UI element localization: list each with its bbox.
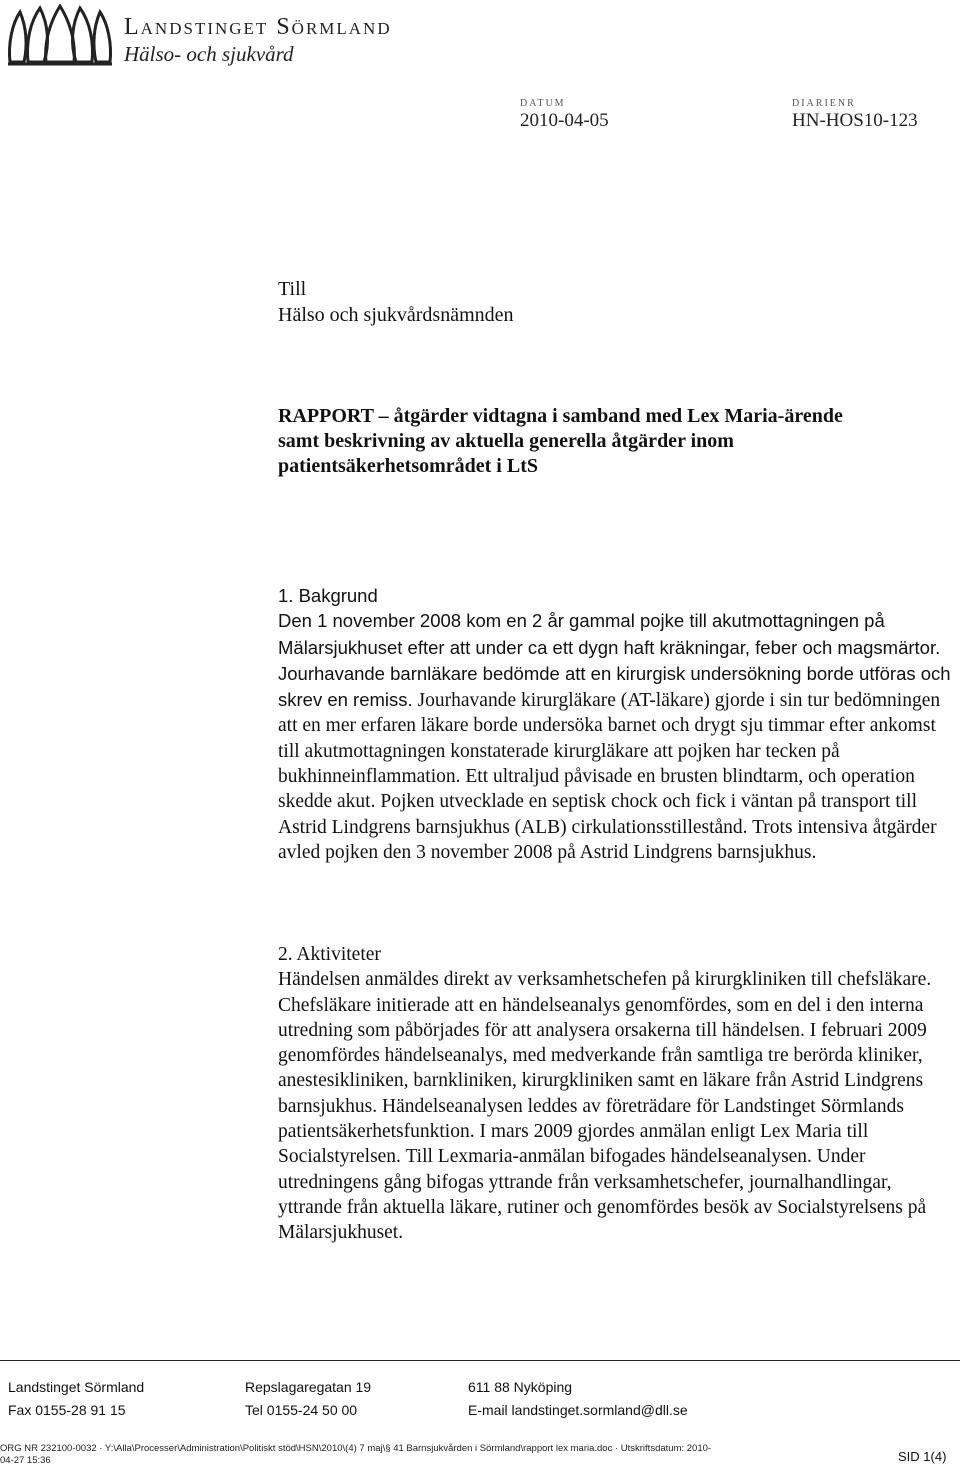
page-number: SID 1(4): [898, 1449, 947, 1464]
title-line-1: RAPPORT – åtgärder vidtagna i samband med Lex Maria-ärende: [278, 405, 843, 427]
footer-tel: Tel 0155-24 50 00: [245, 1402, 358, 1418]
date-label: DATUM: [520, 98, 566, 109]
section-heading: 1. Bakgrund: [278, 585, 378, 606]
footer-divider: [0, 1360, 960, 1361]
crown-logo-icon: [6, 4, 114, 68]
paragraph: Jourhavande kirurgläkare (AT-läkare) gjorde i sin tur bedömningen att en mer erfaren läkare borde undersöka barnet och drygt sju timmar efter ankomst till akutmottagningen konstaterade kirurgläkare att pojken har tecken på bukhinneinflammation. Ett ultraljud påvisade en brusten blindtarm, och operation skedde akut. Pojken utvecklade en septisk chock och fick i väntan på transport till Astrid Lindgrens barnsjukhus (ALB) cirkulationsstillestånd. Trots intensiva åtgärder avled pojken den 3 november 2008 på Astrid Lindgrens barnsjukhus.: [278, 690, 941, 863]
footer-postal: 611 88 Nyköping: [468, 1379, 573, 1395]
section-bakgrund: [278, 583, 952, 865]
footer-email: E-mail landstinget.sormland@dll.se: [468, 1402, 688, 1418]
title-line-3: patientsäkerhetsområdet i LtS: [278, 455, 538, 477]
org-name: Landstinget Sörmland: [124, 14, 392, 40]
section-heading: 2. Aktiviteter: [278, 944, 381, 965]
paragraph: Den 1 november 2008 kom en 2 år gammal pojke till akutmottagningen på Mälarsjukhuset efter att under ca ett dygn haft kräkningar, feber och magsmärtor. Jourhavande barnläkare bedömde att en kirurgisk undersökning borde utföras och skrev en remiss.: [278, 610, 951, 711]
footer-org: Landstinget Sörmland: [8, 1379, 145, 1395]
document-title: [278, 404, 928, 479]
title-line-2: samt beskrivning av aktuella generella åtgärder inom: [278, 430, 734, 452]
diary-value: HN-HOS10-123: [792, 110, 918, 131]
footer-fax: Fax 0155-28 91 15: [8, 1402, 126, 1418]
section-aktiviteter: [278, 942, 952, 1246]
diary-label: DIARIENR: [792, 98, 856, 109]
paragraph: Händelsen anmäldes direkt av verksamhetschefen på kirurgkliniken till chefsläkare.: [278, 969, 932, 991]
footer-small-print: ORG NR 232100-0032 · Y:\Alla\Processer\Administration\Politiskt stöd\HSN\2010\(4) 7 maj\§ 41 Barnsjukvården i Sörmland\rapport lex maria.doc · Utskriftsdatum: 2010-04-27 15:36: [0, 1443, 712, 1466]
recipient-line-1: Till: [278, 278, 307, 300]
footer-street: Repslagaregatan 19: [245, 1379, 372, 1395]
recipient-line-2: Hälso och sjukvårdsnämnden: [278, 304, 514, 326]
date-value: 2010-04-05: [520, 110, 609, 131]
org-subtitle: Hälso- och sjukvård: [124, 42, 294, 66]
paragraph: Chefsläkare initierade att en händelseanalys genomfördes, som en del i den interna utredning som påbörjades för att analysera orsakerna till händelsen. I februari 2009 genomfördes händelseanalys, med medverkande från samtliga tre berörda kliniker, anestesikliniken, barnkliniken, kirurgkliniken samt en läkare från Astrid Lindgrens barnsjukhus. Händelseanalysen leddes av företrädare för Landstinget Sörmlands patientsäkerhetsfunktion. I mars 2009 gjordes anmälan enligt Lex Maria till Socialstyrelsen. Till Lexmaria-anmälan bifogades händelseanalysen. Under utredningens gång bifogas yttrande från verksamhetschefer, journalhandlingar, yttrande från aktuella läkare, rutiner och genomfördes besök av Socialstyrelsens på Mälarsjukhuset.: [278, 994, 927, 1244]
